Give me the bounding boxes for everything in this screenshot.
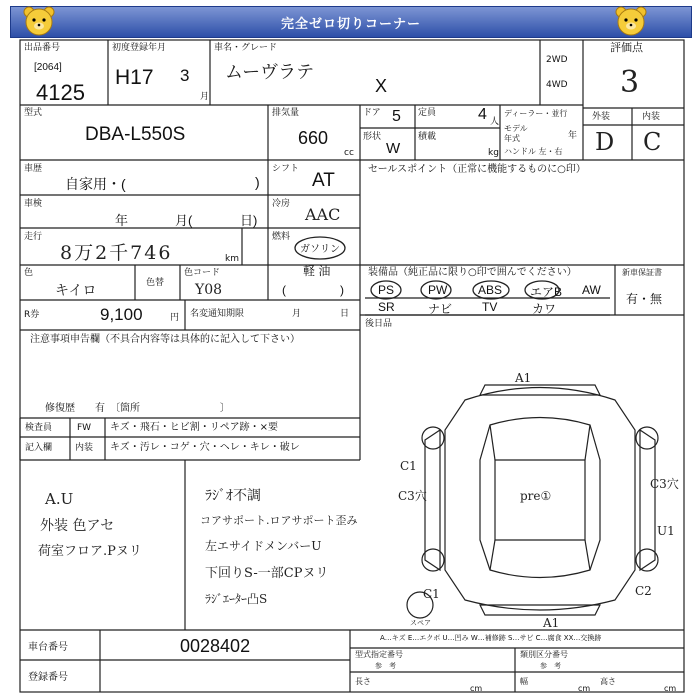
notes-label: 注意事項申告欄（不具合内容等は具体的に記入して下さい） (30, 334, 300, 345)
fuel-label: 燃料 (272, 232, 291, 242)
rear-seat-label: 後日品 (365, 319, 393, 329)
capacity-value: 4 (478, 106, 487, 123)
color-label: 色 (24, 268, 34, 278)
category-number-sub: 参 考 (540, 662, 561, 670)
equipment-navi: ナビ (428, 302, 453, 316)
remark-right-4: 下回りS-一部CPヌリ (205, 566, 329, 581)
shape-value: W (386, 140, 401, 157)
mark-a1-bottom: A1 (543, 616, 560, 630)
equipment-abs: ABS (478, 283, 503, 297)
first-reg-month-unit: 月 (200, 92, 210, 102)
equipment-tv: TV (482, 300, 498, 314)
recycle-value: 9,100 (100, 305, 143, 324)
recycle-unit: 円 (170, 313, 180, 323)
history-label: 車歴 (24, 164, 43, 174)
remark-right-5: ﾗｼﾞｴｰﾀｰ凸S (205, 592, 268, 606)
selling-point-label: セールスポイント（正常に機能するものに○印） (368, 164, 586, 175)
color-change-label: 色替 (146, 278, 165, 288)
displacement-value: 660 (298, 128, 329, 148)
equipment-label: 装備品（純正品に限り○印で囲んでください） (368, 267, 577, 278)
dim-height-label: 高さ (600, 677, 616, 686)
doors-value: 5 (392, 108, 401, 125)
repair-history: 修復歴 有 〔箇所 〕 (45, 403, 230, 414)
mark-a1-top: A1 (515, 371, 532, 385)
dealer-label: ディーラー・並行 (504, 109, 568, 118)
interior-label: 内装 (642, 112, 661, 122)
remark-left-1: A.U (45, 490, 74, 508)
mark-c3-left: C3穴 (398, 489, 427, 503)
type-number-sub: 参 考 (375, 662, 396, 670)
equipment-leather: カワ (532, 302, 557, 316)
displacement-unit: cc (344, 148, 354, 158)
model-year-label: モデル年式 (504, 124, 528, 143)
first-reg-month: 3 (180, 66, 190, 85)
inner-text: キズ・汚レ・コゲ・穴・ヘレ・キレ・破レ (110, 442, 300, 453)
fuel-paren-open: ( (282, 283, 286, 297)
equipment-pw: PW (428, 283, 448, 297)
first-reg-label: 初度登録年月 (112, 43, 167, 53)
name-change-label: 名変通知期限 (190, 309, 245, 319)
inspection-year: 年 (115, 213, 129, 228)
header-title: 完全ゼロ切りコーナー (280, 17, 421, 32)
load-unit: kg (488, 148, 499, 158)
color-code: Y08 (195, 282, 223, 298)
mileage-unit: km (225, 254, 239, 264)
drive-2wd: 2WD (546, 55, 568, 65)
inspection-day: 日) (240, 213, 258, 228)
fuel-circle-mark (292, 234, 352, 264)
car-grade: X (375, 76, 388, 96)
fw-label: FW (77, 423, 92, 433)
equipment-aw: AW (582, 283, 601, 297)
fuel-diesel: 軽 油 (303, 264, 331, 278)
shift-value: AT (312, 170, 335, 191)
capacity-unit: 人 (490, 117, 500, 127)
legend: A…キズ E…エクボ U…凹み W…補修跡 S…サビ C…腐食 XX…交換跡 (380, 634, 602, 642)
score-value: 3 (620, 65, 640, 100)
spare-note: スペア (410, 619, 431, 627)
remark-right-1: ﾗｼﾞｵ不調 (205, 488, 261, 504)
mark-c1-bottom: C1 (423, 587, 440, 601)
interior-grade: C (643, 128, 662, 156)
car-damage-diagram (395, 370, 685, 630)
name-change-day: 日 (340, 309, 350, 319)
handle-label: ハンドル 左・右 (504, 147, 563, 156)
shape-label: 形状 (363, 132, 382, 142)
ac-label: 冷房 (272, 199, 291, 209)
recycle-label: R券 (24, 310, 40, 320)
category-number-label: 類別区分番号 (520, 650, 568, 659)
warranty-value: 有・無 (626, 292, 663, 306)
color-value: キイロ (55, 283, 97, 299)
mark-pre: pre① (520, 489, 552, 503)
mark-c2-right: C2 (635, 584, 652, 598)
mileage-label: 走行 (24, 232, 43, 242)
capacity-label: 定員 (418, 108, 437, 118)
registration-label: 登録番号 (28, 672, 68, 683)
model-year-unit: 年 (568, 131, 578, 141)
mileage-value: 8万2千746 (60, 242, 173, 264)
name-change-month: 月 (292, 309, 302, 319)
chassis-value: 0028402 (180, 636, 251, 656)
history-value: 自家用・( (65, 176, 126, 192)
exterior-label: 外装 (592, 112, 611, 122)
dim-length-label: 長さ (355, 677, 371, 686)
car-name-label: 車名・グレード (214, 43, 278, 53)
chassis-label: 車台番号 (28, 642, 68, 653)
equipment-airbag: エアB (530, 285, 563, 299)
fuel-paren-close: ) (340, 283, 344, 297)
equipment-ps: PS (378, 283, 395, 297)
dim-height-unit: cm (664, 684, 677, 693)
lot-code: [2064] (34, 62, 62, 73)
dim-width-label: 幅 (520, 677, 528, 686)
mark-c1-left: C1 (400, 459, 417, 473)
model-label: 型式 (24, 108, 43, 118)
exterior-grade: D (595, 128, 615, 156)
equipment-circle-marks (370, 278, 580, 300)
fw-text: キズ・飛石・ヒビ割・リペア跡・×要 (110, 422, 278, 433)
color-code-label: 色コード (184, 268, 221, 278)
lot-number: 4125 (36, 80, 85, 105)
type-number-label: 型式指定番号 (355, 650, 403, 659)
inner-label: 内装 (75, 443, 94, 453)
entry-label: 記入欄 (25, 443, 53, 453)
equipment-sr: SR (378, 300, 395, 314)
mark-c3-right: C3穴 (650, 477, 679, 491)
dim-length-unit: cm (470, 684, 483, 693)
remark-right-2: コアサポート.ロアサポート歪み (200, 514, 358, 527)
displacement-label: 排気量 (272, 108, 300, 118)
inspection-label: 車検 (24, 199, 43, 209)
car-name: ムーヴラテ (225, 62, 315, 83)
fuel-gas: ガソリン (300, 244, 340, 255)
dim-width-unit: cm (578, 684, 591, 693)
first-reg-era-year: H17 (115, 66, 154, 89)
inspector-label: 検査員 (25, 423, 53, 433)
remark-right-3: 左エサイドメンバーU (205, 539, 322, 553)
model-value: DBA-L550S (85, 124, 186, 145)
score-label: 評価点 (610, 41, 643, 54)
remark-left-2: 外装 色アセ (40, 518, 115, 534)
inspection-month: 月( (175, 213, 193, 228)
load-label: 積載 (418, 132, 437, 142)
mark-u1-right: U1 (657, 524, 675, 538)
history-close: ) (255, 174, 260, 190)
doors-label: ドア (363, 108, 381, 118)
lot-label: 出品番号 (24, 43, 61, 53)
ac-value: AAC (305, 205, 341, 224)
drive-4wd: 4WD (546, 80, 568, 90)
warranty-label: 新車保証書 (622, 268, 662, 277)
remark-left-3: 荷室フロア.Pヌリ (38, 544, 142, 559)
shift-label: シフト (272, 164, 300, 174)
